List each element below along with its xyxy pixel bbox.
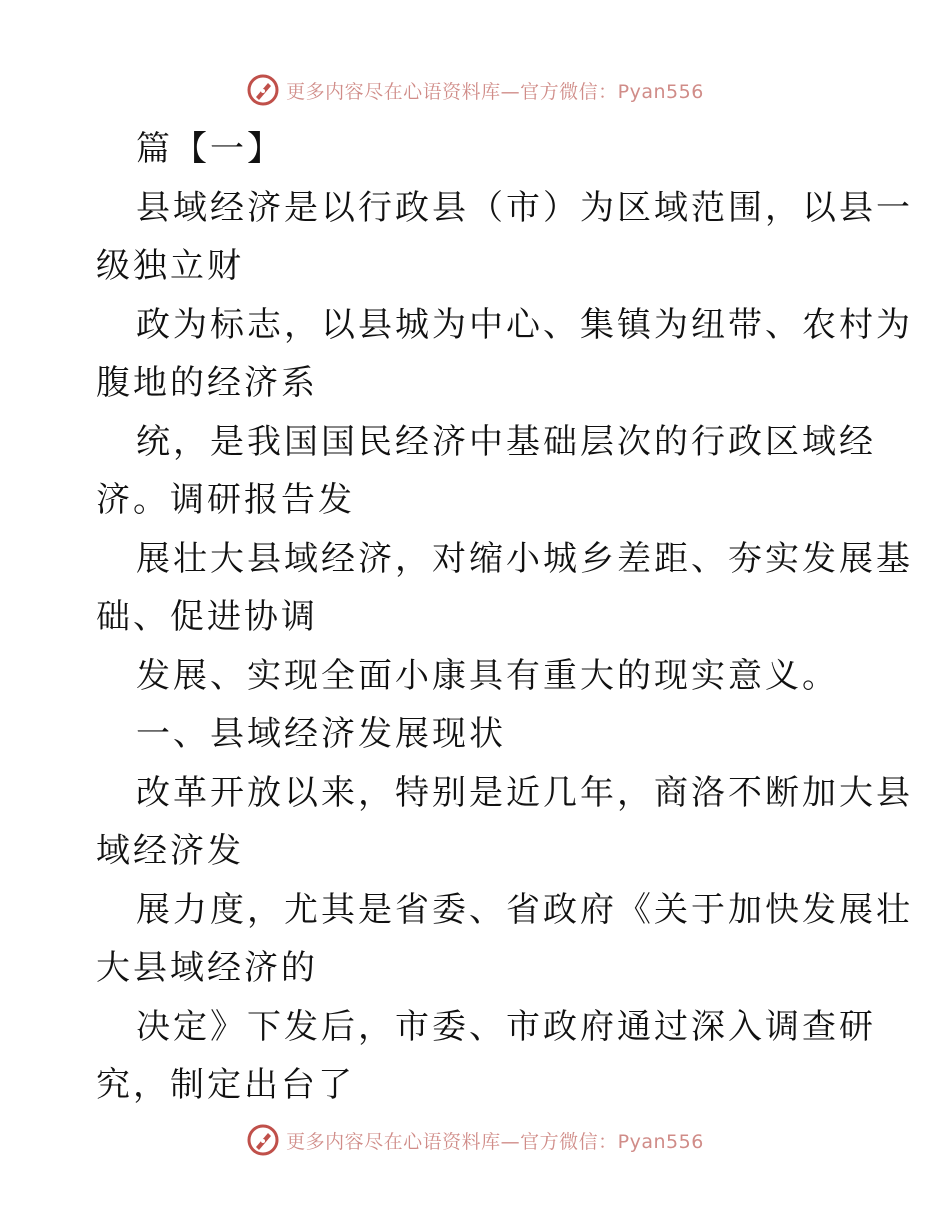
paragraph-line: 腹地的经济系 [96,363,318,403]
watermark-footer [0,1120,950,1160]
subheading-line: 一、县域经济发展现状 [136,714,506,754]
paragraph-line: 究，制定出台了 [96,1065,355,1105]
watermark-text: 更多内容尽在心语资料库—官方微信：Pyan556 [286,80,704,103]
paragraph-line: 级独立财 [96,246,244,286]
paragraph-line: 改革开放以来，特别是近几年，商洛不断加大县 [136,772,913,813]
watermark-header [0,70,950,110]
document-body [96,120,913,1115]
paragraph-line: 发展、实现全面小康具有重大的现实意义。 [136,655,839,696]
paragraph-line: 县域经济是以行政县（市）为区域范围，以县一 [136,187,913,228]
section-heading: 篇【一】 [136,129,284,169]
pen-nib-circle-icon [246,1123,280,1157]
paragraph-line: 域经济发 [96,831,244,871]
pen-nib-circle-icon [246,73,280,107]
paragraph-line: 础、促进协调 [96,597,318,637]
paragraph-line: 展力度，尤其是省委、省政府《关于加快发展壮 [136,889,913,930]
paragraph-line: 政为标志，以县城为中心、集镇为纽带、农村为 [136,304,913,345]
paragraph-line: 济。调研报告发 [96,480,355,520]
watermark-text: 更多内容尽在心语资料库—官方微信：Pyan556 [286,1130,704,1153]
paragraph-line: 统，是我国国民经济中基础层次的行政区域经 [136,421,876,462]
paragraph-line: 决定》下发后，市委、市政府通过深入调查研 [136,1006,876,1047]
paragraph-line: 展壮大县域经济，对缩小城乡差距、夯实发展基 [136,538,913,579]
paragraph-line: 大县域经济的 [96,948,318,988]
